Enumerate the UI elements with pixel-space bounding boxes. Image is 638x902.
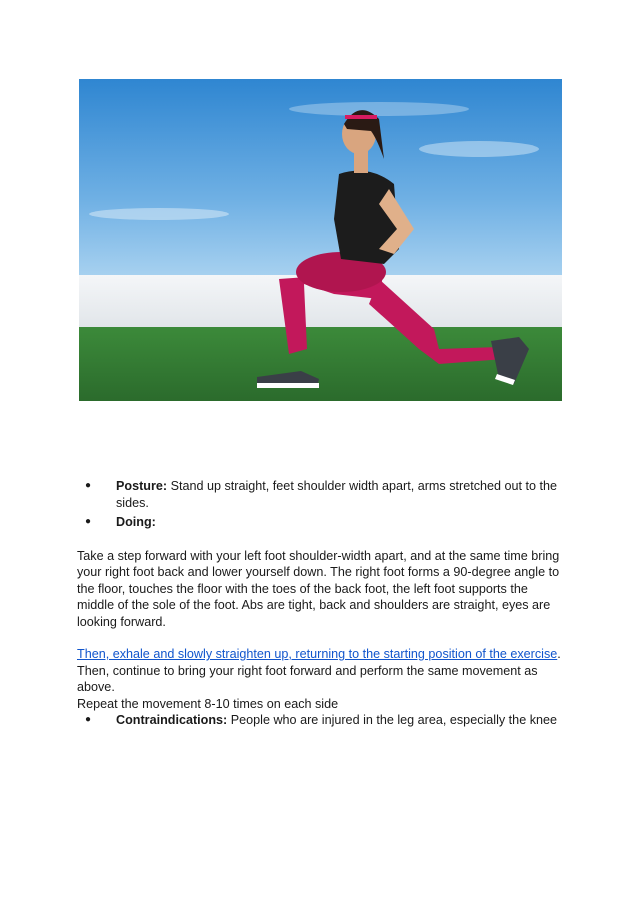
return-paragraph — [77, 646, 567, 712]
bullet-icon: ● — [85, 714, 92, 725]
list-item — [77, 478, 567, 511]
lunge-exercise-photo — [79, 79, 562, 401]
bullet-label: Posture: — [116, 479, 168, 493]
list-item — [77, 712, 567, 729]
link-suffix: . — [557, 647, 561, 661]
bullet-list-top — [77, 478, 567, 531]
bullet-list-bottom — [77, 712, 567, 729]
document-body — [77, 478, 567, 732]
bullet-icon: ● — [85, 516, 92, 527]
instruction-paragraph: Take a step forward with your left foot shoulder-width apart, and at the same time bring your right foot back and lower yourself down. The right foot forms a 90-degree angle to the floor, touches the floor with the toes of the back foot, the left foot supports the middle of the sole of the foot. Abs are tight, back and shoulders are straight, eyes are looking forward. — [77, 548, 560, 629]
bullet-text: People who are injured in the leg area, especially the knee — [227, 713, 557, 727]
exercise-photo — [79, 79, 562, 401]
bullet-label: Contraindications: — [116, 713, 228, 727]
bullet-text: Stand up straight, feet shoulder width apart, arms stretched out to the sides. — [116, 479, 558, 510]
repeat-line: Repeat the movement 8-10 times on each side — [77, 696, 339, 711]
bullet-label: Doing: — [116, 515, 156, 529]
continue-line: Then, continue to bring your right foot forward and perform the same movement as above. — [77, 663, 538, 694]
bullet-icon: ● — [85, 480, 92, 491]
exercise-link[interactable]: Then, exhale and slowly straighten up, returning to the starting position of the exercise — [77, 647, 558, 661]
list-item — [77, 514, 567, 531]
